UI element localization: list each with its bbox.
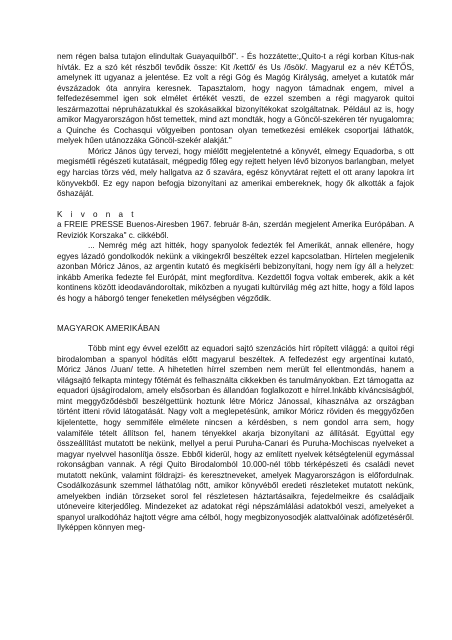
paragraph-excerpt: ... Nemrég még azt hitték, hogy spanyolok fedezték fel Amerikát, annak ellenére, hogy egyes lázadó gondolkodók nekünk a vikingekről beszéltek ezzel kapcsolatban. Hírtelen megjelenik azonban Móricz János, az argentin kutató és megkísérli bebizonyítani, hogy nem így áll a helyzet: inkább Amerika fedezte fel Európát, mint megfordítva. Kezdettől fogva voltak emberek, akik a két kontinens között ideodavándoroltak, miközben a nyugati kultúrvilág még azt hitte, hogy a föld lapos és hogy a háborgó tenger feneketlen mélységben végződik. <box>57 241 414 304</box>
source-citation: a FREIE PRESSE Buenos-Airesben 1967. február 8-án, szerdán megjelent Amerika Európában. A Reviziók Korszaka" c. cikkéből. <box>57 220 414 240</box>
paragraph-continuation: nem régen balsa tutajon elindultak Guayaquilből". - És hozzátette:„Quito-t a régi korban Kitus-nak hívták. Ez a szó két részből tevődik össze: Kit /kettő/ és Us /ősök/. Magyarul ez a név KÉTŐS, amelynek itt ugyanaz a jelentése. Ez volt a régi Góg és Magóg Királyság, amelyet a kutatók már évszázadok óta annyira keresnek. Tapasztalom, hogy nagyon támadnak engem, mivel a felfedezésemmel igen sok elmélet értékét veszti, de ezzel szemben a régi magyarok quitoi leszármazottai népruházatukkal és szokásaikkal bizonyítékokat szolgáltatnak. Például az is, hogy amikor Magyarországon hőst temettek, mind azt mondták, hogy a Göncöl-szekéren tér nyugalomra; a Quinche és Cochasqui völgyeiben pontosan olyan temetkezési emlékek csoportjai láthatók, melyek hűen utánozzáka Göncöl-szekér alakját." <box>57 52 414 146</box>
section-heading-magyarok-amerikaban: MAGYAROK AMERIKÁBAN <box>57 323 160 333</box>
section-heading-kivonat: K i v o n a t <box>57 209 137 219</box>
paragraph-moricz-plan: Móricz János úgy tervezi, hogy miélőtt megjelentetné a könyvét, elmegy Equadorba, s ott megismétli régészeti kutatásait, mégpedig főleg egy rejtett helyen lévő bizonyos barlangban, melyet egy harcias törzs véd, mely hallgatva az ő szavára, egész könyvtárat rejtett el ott arany lapokra írt könyvekből. Ez egy napon befogja bizonyítani az amerikai embereknek, hogy ők alkották a fajok őshazáját. <box>57 146 414 199</box>
paragraph-main-body: Több mint egy évvel ezelőtt az equadori sajtó szenzációs hírt röpített világgá: a quitoi régi birodalomban a spanyol hódítás előtt magyarul beszéltek. A felfedezést egy argentínai kutató, Móricz János /Juan/ tette. A hihetetlen hírrel szemben nem merült fel ellentmondás, hanem a világsajtó felkapta mintegy főtémát és felhasználta cikkekben és tanulmányokban. Ezt támogatta az equadori újságírodalom, amely elsősorban és állandóan foglalkozott e hírrel.Inkább kíváncsiságból, mint meggyőződésből beszélgettünk hoztunk létre Móricz Jánossal, kihasználva az országban történt itteni rövid látogatását. Nagy volt a meglepetésünk, amikor Móricz röviden és meggyőzően kijelentette, hogy semmiféle elmélete nincsen a kérdésben, s nem gondol arra sem, hogy valamiféle tételt állítson fel, hanem tényekkel akarja bizonyítani az állítását. Egyúttal egy összeállítást mutatott be nekünk, mellyel a perui Puruha-Canari és Puruha-Mochiscas nyelveket a magyar nyelvvel hasonlítja össze. Ebből kiderül, hogy az említett nyelvek kétségtelenül egymással rokonságban vannak. A régi Quito Birodalomból 10.000-nél több térképészeti és családi nevet mutatott nekünk, valamint földrajzi- és keresztneveket, amelyek Magyarországon is előfordulnak. Csodálkozásunk szemmel láthatólag nőtt, amikor könyvéből eredeti részleteket mutatott nekünk, amelyekben indián törzseket sorol fel részletesen háztartásaikra, fejedelmeikre és családjaik utóneveire kiterjedőleg. Mindezeket az adatokat régi népszámlálási adatokból veszi, amelyeket a spanyol uralkodóház hajtott végre ama célból, hogy megbizonyosodjék alattvalóinak adófizetéséről. Ilyképpen könnyen meg- <box>57 344 414 533</box>
